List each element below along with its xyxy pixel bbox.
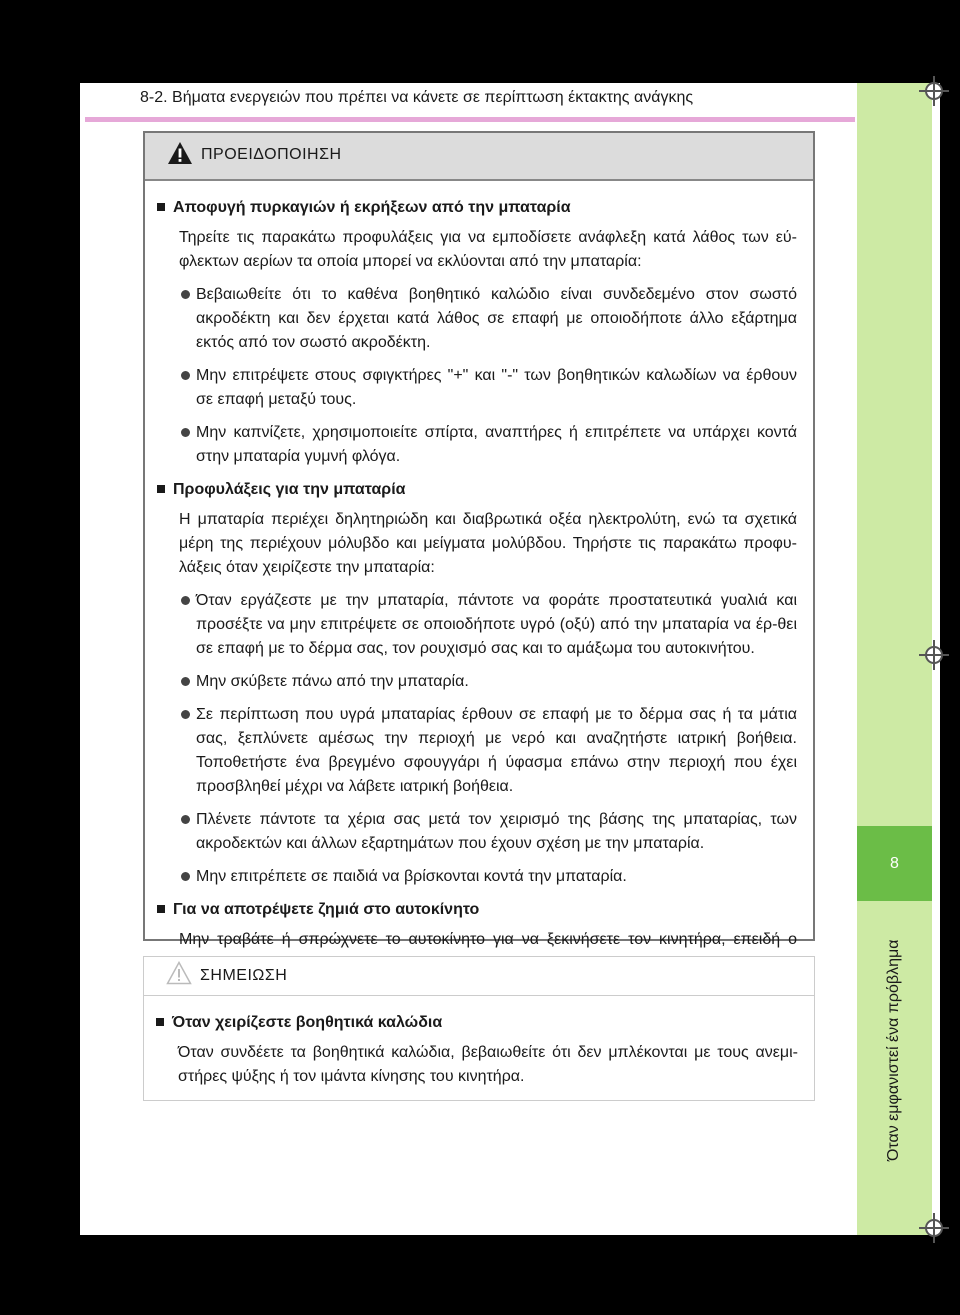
warning-box [143,131,815,948]
list-item-text: Μην σκύβετε πάνω από την μπαταρία. [196,673,469,690]
registration-mark-icon [925,646,943,664]
bullet-dot-icon [181,290,190,299]
manual-page [80,83,940,1235]
note-header [144,957,814,996]
list-item-text: Μην καπνίζετε, χρησιμοποιείτε σπίρτα, αναπτήρες ή επιτρέπετε να υπάρχει κοντά στην μπαταρία γυμνή φλόγα. [196,424,797,465]
bullet-dot-icon [181,815,190,824]
chapter-title: Όταν εμφανιστεί ένα πρόβλημα [885,939,902,1161]
section-title-text: Αποφυγή πυρκαγιών ή εκρήξεων από την μπαταρία [173,199,571,216]
list-item-text: Βεβαιωθείτε ότι το καθένα βοηθητικό καλώδιο είναι συνδεδεμένο στον σωστό ακροδέκτη και δεν έρχεται κατά λάθος σε επαφή με οποιοδήποτε άλλο εξάρτημα εκτός από τον σωστό ακροδέκτη. [196,286,797,351]
header-rule [85,117,855,122]
list-item [179,589,797,661]
section-title [157,196,797,220]
section-title-text: Για να αποτρέψετε ζημιά στο αυτοκίνητο [173,901,480,918]
caution-icon [166,961,192,985]
list-item [179,808,797,856]
section-title [156,1011,798,1035]
list-item [179,703,797,799]
chapter-number: 8 [857,826,932,901]
square-bullet-icon [157,485,165,493]
list-item-text: Πλένετε πάντοτε τα χέρια σας μετά τον χειρισμό της βάσης της μπαταρίας, των ακροδεκτών και άλλων εξαρτημάτων που έχουν σχέση με την μπαταρία. [196,811,797,852]
list-item [179,865,797,889]
bullet-dot-icon [181,872,190,881]
registration-mark-icon [925,82,943,100]
section-title-text: Όταν χειρίζεστε βοηθητικά καλώδια [172,1014,443,1031]
bullet-dot-icon [181,677,190,686]
list-item [179,283,797,355]
warning-header [145,133,813,181]
bullet-dot-icon [181,371,190,380]
section-title-text: Προφυλάξεις για την μπαταρία [173,481,406,498]
list-item-text: Σε περίπτωση που υγρά μπαταρίας έρθουν σε επαφή με το δέρμα σας ή τα μάτια σας, ξεπλύνετε αμέσως την περιοχή με νερό και αναζητήστε ιατρική βοήθεια. Τοποθετήστε ένα βρεγμένο σφουγγάρι ή ύφασμα επάνω στην περιοχή που έχει προσβληθεί μέχρι να λάβετε ιατρική βοήθεια. [196,706,797,795]
bullet-dot-icon [181,596,190,605]
list-item-text: Όταν εργάζεστε με την μπαταρία, πάντοτε να φοράτε προστατευτικά γυαλιά και προσέξτε να μην επιτρέψετε σε οποιοδήποτε υγρό (οξύ) από την μπαταρία να έρ-θει σε επαφή με το δέρμα σας, τον ρουχισμό σας και το αμάξωμα του αυτοκινήτου. [196,592,797,657]
note-box [143,956,815,1101]
note-title: ΣΗΜΕΙΩΣΗ [200,967,288,984]
registration-mark-icon [925,1219,943,1237]
warning-body [145,181,813,1000]
list-item-text: Μην επιτρέψετε στους σφιγκτήρες "+" και "-" των βοηθητικών καλωδίων να έρθουν σε επαφή μεταξύ τους. [196,367,797,408]
section-paragraph: Όταν συνδέετε τα βοηθητικά καλώδια, βεβαιωθείτε ότι δεν μπλέκονται με τους ανεμι-στήρες ψύξης ή τον ιμάντα κίνησης του κινητήρα. [178,1044,798,1085]
section-paragraph: Μην τραβάτε ή σπρώχνετε το αυτοκίνητο για να ξεκινήσετε τον κινητήρα, επειδή ο [179,931,797,948]
warning-title: ΠΡΟΕΙΔΟΠΟΙΗΣΗ [201,146,342,163]
section-title [157,898,797,922]
section-paragraph: Τηρείτε τις παρακάτω προφυλάξεις για να εμποδίσετε ανάφλεξη κατά λάθος των εύ-φλεκτων αερίων τα οποία μπορεί να εκλύονται από την μπαταρία: [179,229,797,270]
section-paragraph: Η μπαταρία περιέχει δηλητηριώδη και διαβρωτικά οξέα ηλεκτρολύτη, ενώ τα σχετικά μέρη της περιέχουν μόλυβδο και μείγματα μολύβδου. Τηρήστε τις παρακάτω προφυ-λάξεις όταν χειρίζεστε την μπαταρία: [179,511,797,576]
bullet-dot-icon [181,428,190,437]
list-item [179,670,797,694]
warning-icon [167,141,193,165]
list-item [179,421,797,469]
list-item-text: Μην επιτρέπετε σε παιδιά να βρίσκονται κοντά την μπαταρία. [196,868,627,885]
square-bullet-icon [157,905,165,913]
note-body [144,996,814,1089]
list-item [179,364,797,412]
bullet-dot-icon [181,710,190,719]
square-bullet-icon [157,203,165,211]
section-title [157,478,797,502]
page-header: 8-2. Βήματα ενεργειών που πρέπει να κάνετε σε περίπτωση έκτακτης ανάγκης [140,89,694,106]
square-bullet-icon [156,1018,164,1026]
